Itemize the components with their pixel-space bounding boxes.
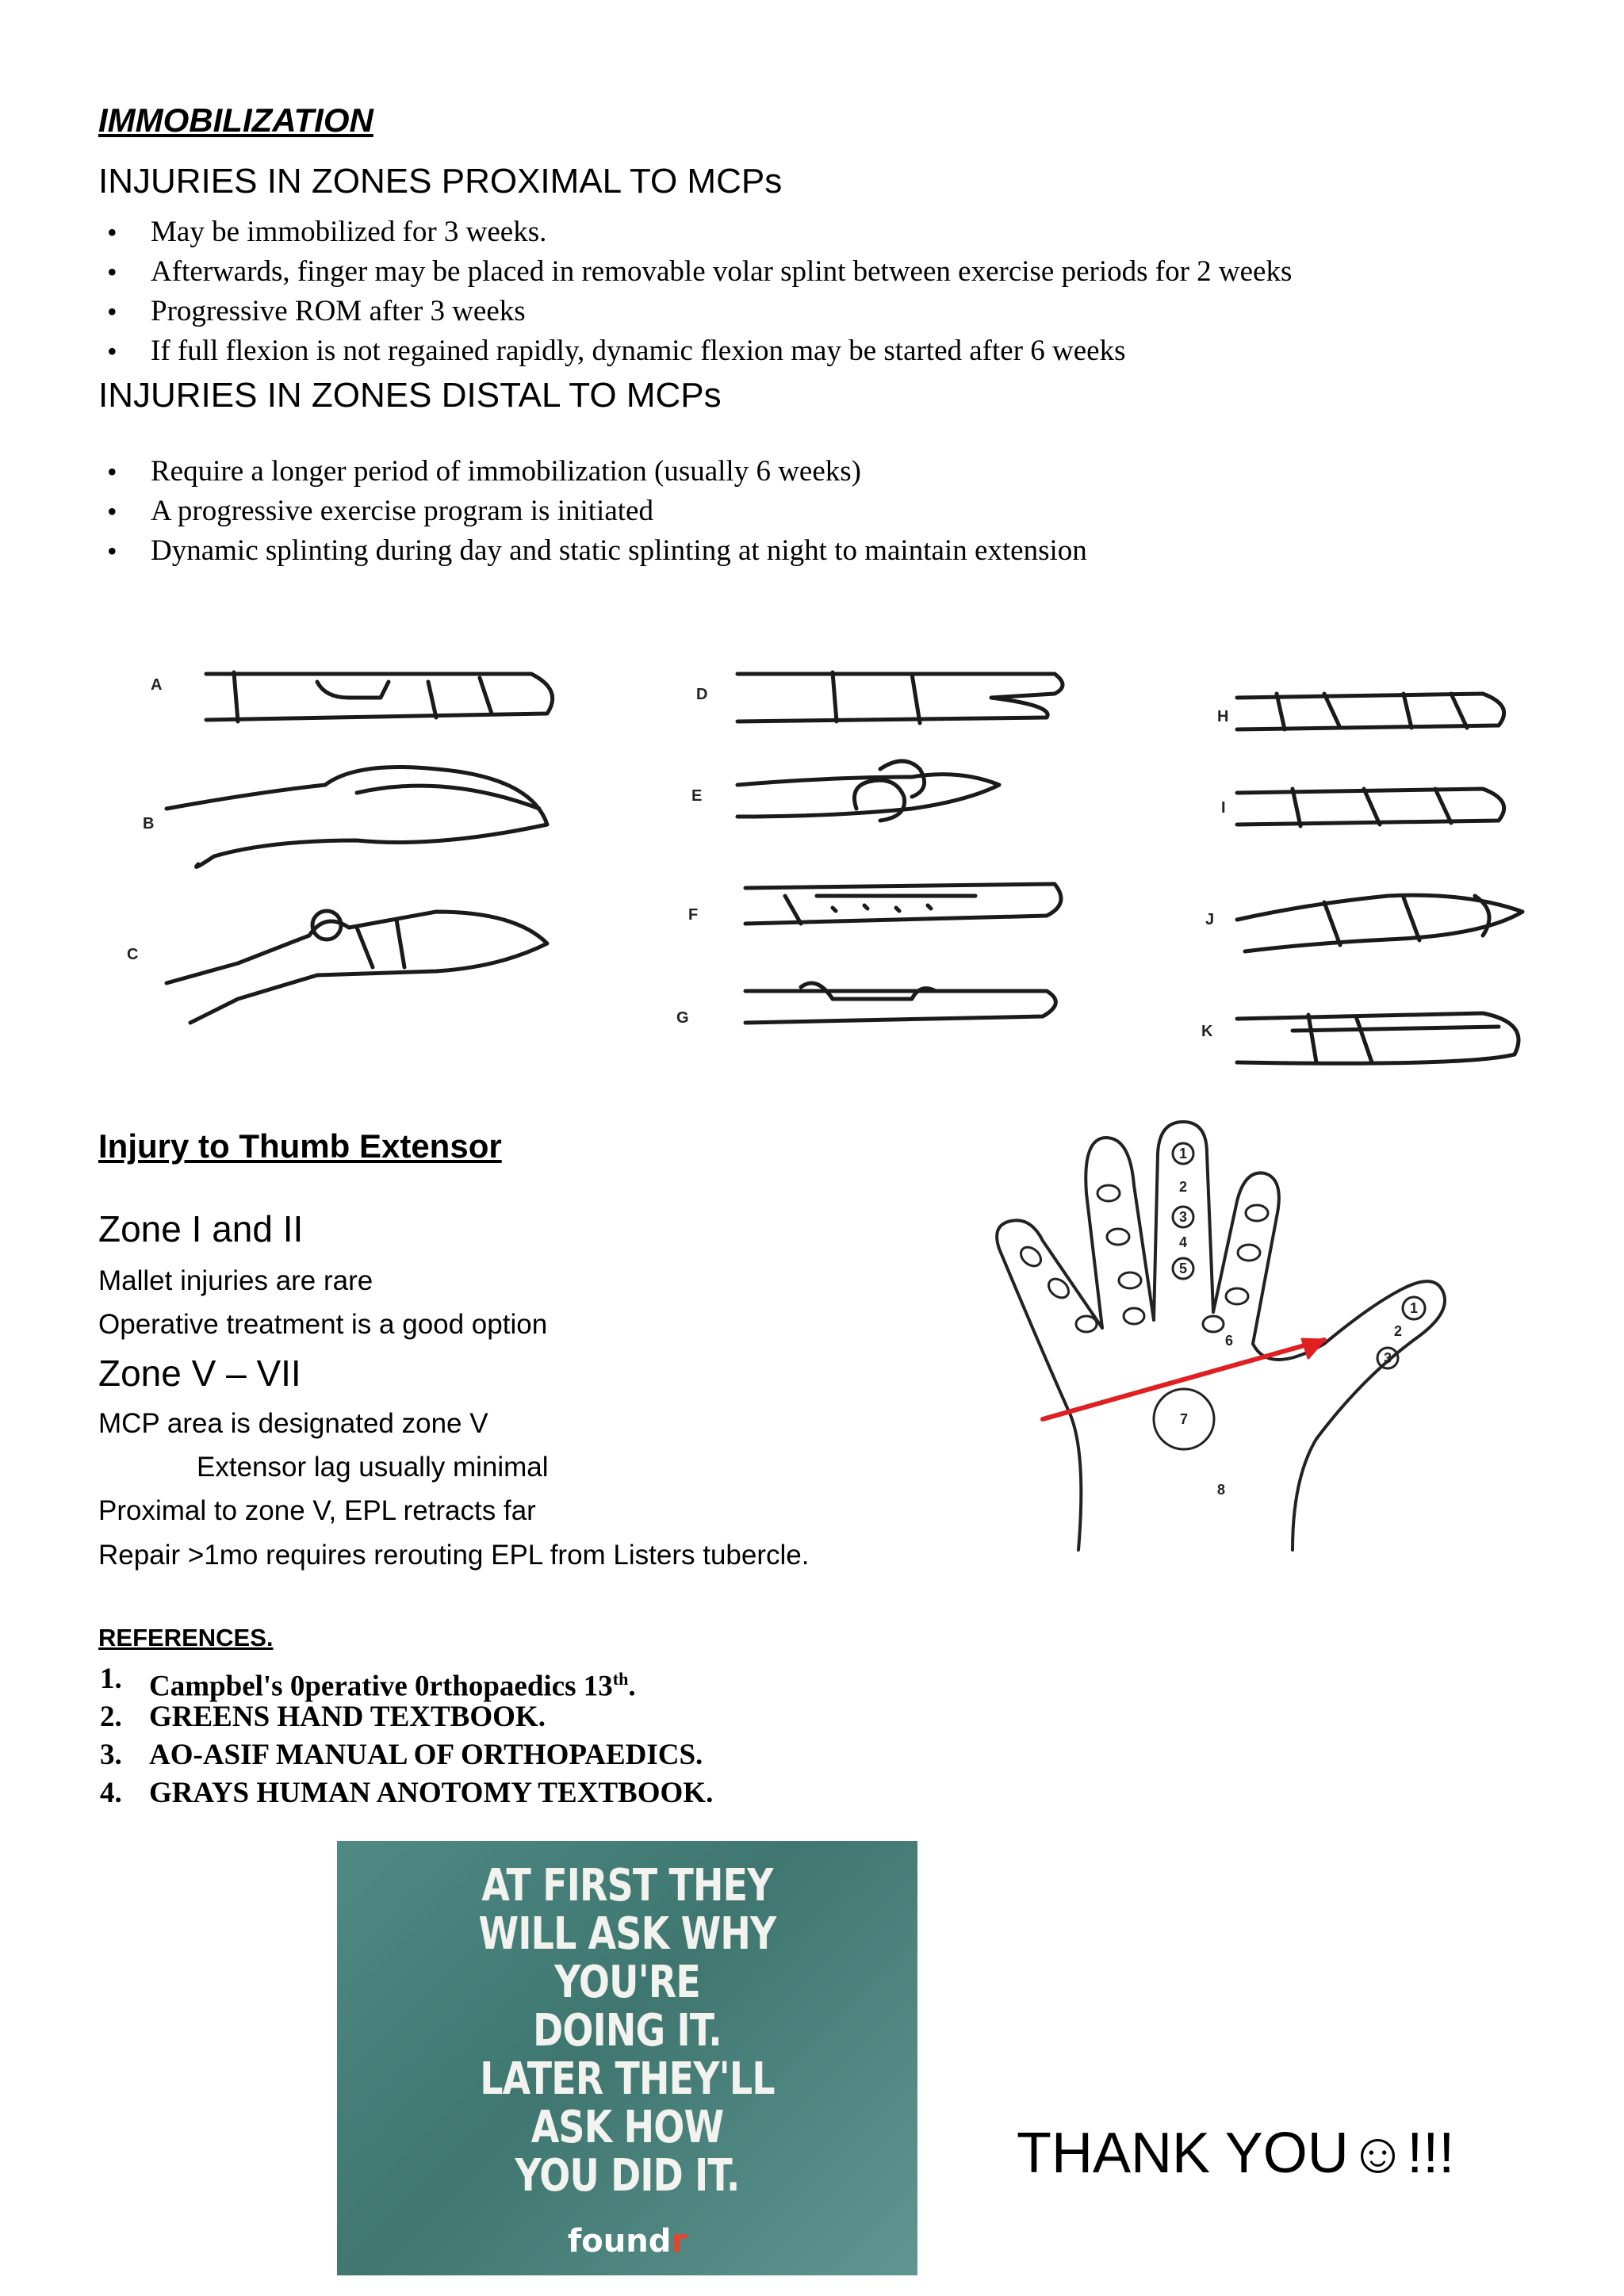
splint-label-j: J bbox=[1205, 911, 1215, 928]
quote-text: AT FIRST THEY WILL ASK WHY YOU'RE DOING IT. LATER THEY'LL ASK HOW YOU DID IT. bbox=[478, 1860, 776, 2202]
splint-label-k: K bbox=[1201, 1023, 1213, 1040]
splint-label-e: E bbox=[691, 787, 703, 805]
list-item: 3. AO-ASIF MANUAL OF ORTHOPAEDICS. bbox=[100, 1739, 703, 1771]
list-item: • If full flexion is not regained rapidly, dynamic flexion may be started after 6 weeks bbox=[151, 331, 1292, 371]
hand-zone-label-2: 2 bbox=[1178, 1179, 1188, 1195]
list-item: • Afterwards, finger may be placed in removable volar splint between exercise periods for 2 weeks bbox=[151, 252, 1292, 292]
finger-splints-figure bbox=[119, 650, 1546, 1078]
list-item: • May be immobilized for 3 weeks. bbox=[151, 212, 1292, 252]
zone-1-line-1: Mallet injuries are rare bbox=[98, 1265, 373, 1296]
zone-5-line-1: MCP area is designated zone V bbox=[98, 1408, 488, 1439]
hand-zone-label-4: 4 bbox=[1178, 1234, 1188, 1250]
list-item: • A progressive exercise program is initiated bbox=[151, 492, 1087, 531]
thank-you-text: THANK YOU☺!!! bbox=[1017, 2122, 1455, 2185]
splint-label-h: H bbox=[1217, 708, 1229, 725]
hand-zone-label-1: 1 bbox=[1178, 1146, 1188, 1161]
foundr-logo: foundr bbox=[567, 2223, 688, 2260]
hand-zones-drawing bbox=[975, 1106, 1515, 1566]
zone-5-line-2: Extensor lag usually minimal bbox=[197, 1452, 549, 1483]
list-item: • Progressive ROM after 3 weeks bbox=[151, 292, 1292, 331]
hand-zone-label-6: 6 bbox=[1224, 1333, 1234, 1349]
motivational-quote-image bbox=[337, 1841, 917, 2275]
zone-5-7-title: Zone V – VII bbox=[98, 1353, 301, 1394]
hand-zone-label-8: 8 bbox=[1216, 1482, 1226, 1498]
zone-1-2-title: Zone I and II bbox=[98, 1208, 304, 1249]
immobilization-heading: IMMOBILIZATION bbox=[98, 101, 373, 139]
splint-label-d: D bbox=[696, 686, 708, 703]
zone-1-line-2: Operative treatment is a good option bbox=[98, 1309, 548, 1340]
distal-bullet-list bbox=[151, 452, 1087, 571]
proximal-zones-title: INJURIES IN ZONES PROXIMAL TO MCPs bbox=[98, 162, 783, 201]
references-list bbox=[100, 1660, 714, 1812]
thumb-zone-label-2: 2 bbox=[1393, 1323, 1403, 1339]
list-item: 1. Campbel's 0perative 0rthopaedics 13th. bbox=[100, 1663, 636, 1703]
thumb-zone-label-3: 3 bbox=[1383, 1350, 1392, 1366]
splint-label-b: B bbox=[143, 815, 155, 832]
finger-splints-drawing bbox=[119, 650, 1546, 1078]
hand-zone-label-3: 3 bbox=[1178, 1209, 1188, 1225]
list-item: 4. GRAYS HUMAN ANOTOMY TEXTBOOK. bbox=[100, 1777, 714, 1809]
list-item: 2. GREENS HAND TEXTBOOK. bbox=[100, 1701, 546, 1733]
splint-label-c: C bbox=[127, 946, 139, 963]
thumb-extensor-heading: Injury to Thumb Extensor bbox=[98, 1127, 502, 1165]
distal-zones-title: INJURIES IN ZONES DISTAL TO MCPs bbox=[98, 376, 722, 415]
zone-5-line-4: Repair >1mo requires rerouting EPL from Listers tubercle. bbox=[98, 1540, 810, 1571]
splint-label-f: F bbox=[688, 906, 699, 924]
splint-label-g: G bbox=[676, 1009, 689, 1027]
splint-label-i: I bbox=[1221, 799, 1226, 817]
thumb-zone-label-1: 1 bbox=[1409, 1300, 1419, 1316]
epl-arrow bbox=[1043, 1339, 1324, 1419]
list-item: • Dynamic splinting during day and static splinting at night to maintain extension bbox=[151, 531, 1087, 571]
hand-zones-figure bbox=[975, 1106, 1515, 1566]
references-heading: REFERENCES. bbox=[98, 1624, 274, 1651]
splint-label-a: A bbox=[151, 676, 163, 694]
list-item: • Require a longer period of immobilization (usually 6 weeks) bbox=[151, 452, 1087, 492]
zone-5-line-3: Proximal to zone V, EPL retracts far bbox=[98, 1495, 536, 1526]
hand-zone-label-5: 5 bbox=[1178, 1261, 1188, 1276]
hand-zone-label-7: 7 bbox=[1179, 1411, 1189, 1427]
proximal-bullet-list bbox=[151, 212, 1292, 371]
smiley-icon: ☺ bbox=[1348, 2122, 1408, 2185]
